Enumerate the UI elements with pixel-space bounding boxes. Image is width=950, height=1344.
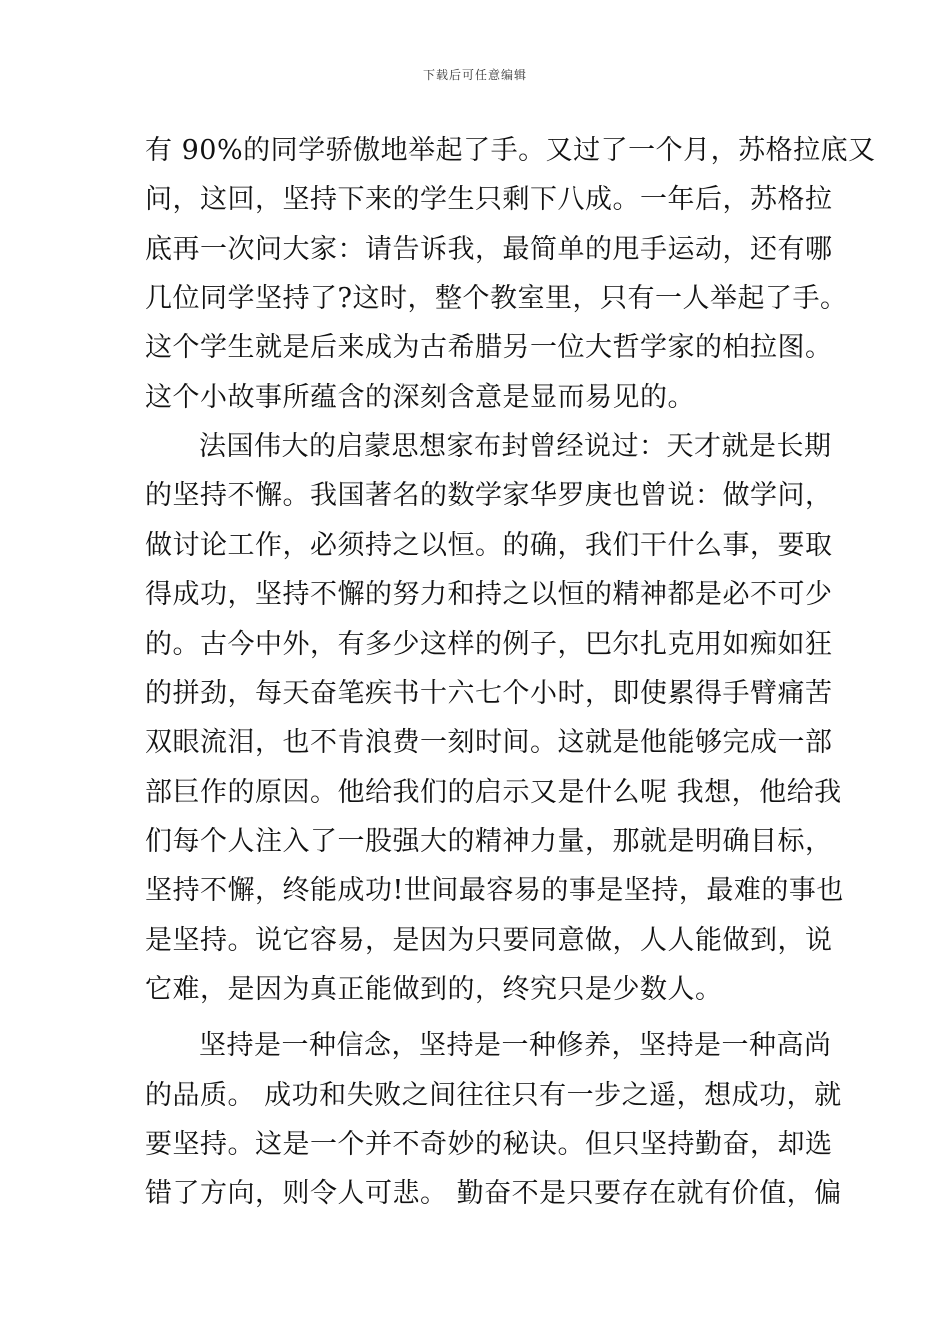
text-line: 的。古今中外，有多少这样的例子，巴尔扎克用如痴如狂 (145, 629, 833, 660)
paragraph-first-line: 法国伟大的启蒙思想家布封曾经说过：天才就是长期 (199, 431, 832, 462)
text-line: 错了方向，则令人可悲。 勤奋不是只要存在就有价值，偏 (145, 1178, 842, 1209)
text-line: 做讨论工作，必须持之以恒。的确，我们干什么事，要取 (145, 530, 833, 561)
text-line: 的坚持不懈。我国著名的数学家华罗庚也曾说：做学问， (145, 480, 833, 511)
text-line: 这个小故事所蕴含的深刻含意是显而易见的。 (145, 382, 695, 413)
page-header: 下载后可任意编辑 (422, 68, 527, 82)
text-line: 的品质。 成功和失败之间往往只有一步之遥，想成功，就 (145, 1080, 842, 1111)
text-line: 底再一次问大家：请告诉我，最简单的甩手运动，还有哪 (145, 234, 833, 265)
text-line: 的拼劲，每天奋笔疾书十六七个小时，即使累得手臂痛苦 (145, 678, 833, 709)
text-line: 几位同学坚持了?这时，整个教室里，只有一人举起了手。 (145, 283, 848, 314)
text-line: 问，这回，坚持下来的学生只剩下八成。一年后，苏格拉 (145, 184, 833, 215)
text-line: 要坚持。这是一个并不奇妙的秘诀。但只坚持勤奋，却选 (145, 1129, 833, 1160)
text-line: 有 90%的同学骄傲地举起了手。又过了一个月，苏格拉底又 (145, 135, 876, 166)
text-line: 这个学生就是后来成为古希腊另一位大哲学家的柏拉图。 (145, 332, 833, 363)
text-line: 它难，是因为真正能做到的，终究只是少数人。 (145, 974, 723, 1005)
text-line: 部巨作的原因。他给我们的启示又是什么呢 我想，他给我 (145, 777, 842, 808)
text-line: 们每个人注入了一股强大的精神力量，那就是明确目标， (145, 826, 833, 857)
text-line: 坚持不懈，终能成功!世间最容易的事是坚持，最难的事也 (145, 875, 844, 906)
text-line: 是坚持。说它容易，是因为只要同意做，人人能做到，说 (145, 925, 833, 956)
text-line: 得成功，坚持不懈的努力和持之以恒的精神都是必不可少 (145, 579, 833, 610)
text-line: 双眼流泪，也不肯浪费一刻时间。这就是他能够完成一部 (145, 727, 833, 758)
paragraph-first-line: 坚持是一种信念，坚持是一种修养，坚持是一种高尚 (199, 1030, 832, 1061)
